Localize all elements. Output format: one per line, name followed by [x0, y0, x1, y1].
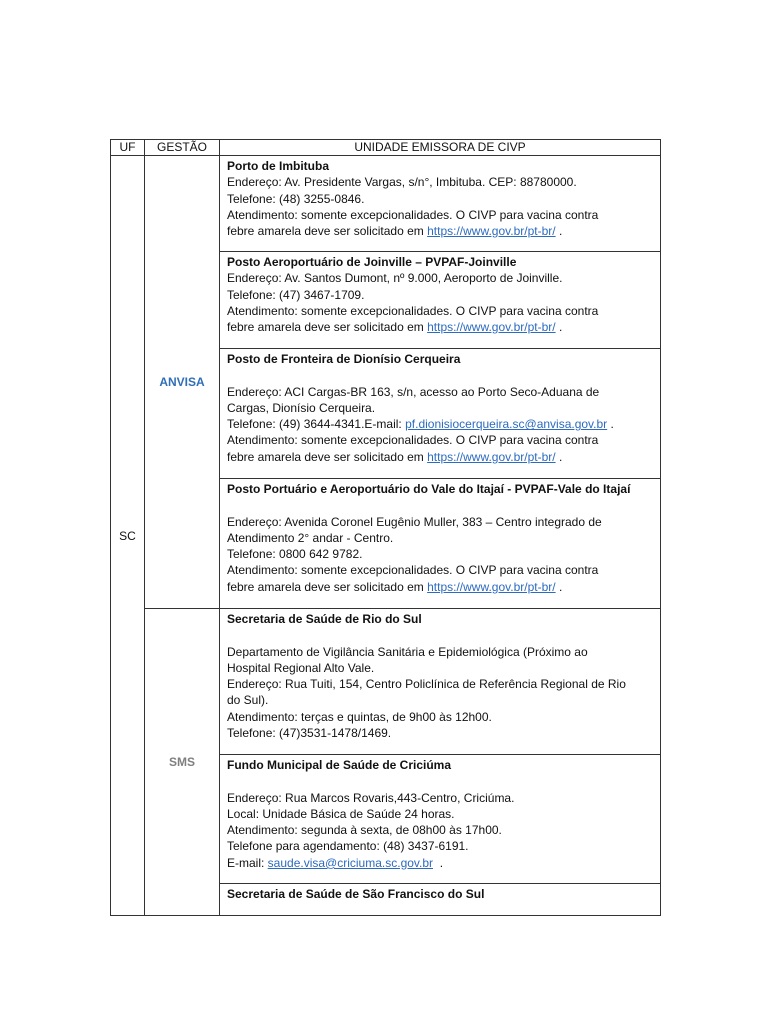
govbr-link[interactable]: https://www.gov.br/pt-br/ [427, 449, 556, 464]
civp-units-table [110, 139, 661, 916]
spacer [227, 367, 654, 383]
unit-line: Telefone: (47) 3467-1709. [227, 287, 365, 302]
unit-line: Atendimento: somente excepcionalidades. O CIVP para vacina contra [227, 563, 599, 578]
govbr-link[interactable]: https://www.gov.br/pt-br/ [427, 320, 556, 335]
govbr-link[interactable]: https://www.gov.br/pt-br/ [427, 224, 556, 239]
unit-line: Telefone: (47)3531-1478/1469. [227, 726, 392, 741]
phone-prefix: Telefone: (49) 3644-4341.E-mail: [227, 417, 406, 432]
unit-line [227, 579, 654, 595]
unit-line [227, 855, 654, 871]
unit-line: Endereço: Av. Presidente Vargas, s/n°, Imbituba. CEP: 88780000. [227, 175, 577, 190]
link-suffix: . [555, 579, 563, 594]
email-prefix: E-mail: [227, 855, 268, 870]
unit-title: Posto de Fronteira de Dionísio Cerqueira [227, 352, 461, 366]
unit-line [227, 319, 654, 335]
spacer [227, 773, 654, 789]
link-prefix: febre amarela deve ser solicitado em [227, 579, 428, 594]
unit-line: Hospital Regional Alto Vale. [227, 660, 375, 675]
unit-entry-vale-itajai [220, 479, 661, 609]
spacer [227, 627, 654, 643]
unit-entry-rio-do-sul [220, 609, 661, 755]
unit-entry-joinville [220, 252, 661, 349]
unit-line: Telefone: 0800 642 9782. [227, 547, 363, 562]
unit-title: Fundo Municipal de Saúde de Criciúma [227, 758, 452, 772]
link-suffix: . [555, 224, 563, 239]
unit-line: Atendimento: somente excepcionalidades. O CIVP para vacina contra [227, 433, 599, 448]
link-suffix: . [555, 320, 563, 335]
unit-line: Endereço: Rua Marcos Rovaris,443-Centro, Criciúma. [227, 790, 515, 805]
unit-line: Atendimento: somente excepcionalidades. O CIVP para vacina contra [227, 207, 599, 222]
unit-entry-imbituba [220, 156, 661, 252]
link-suffix: . [555, 449, 563, 464]
link-prefix: febre amarela deve ser solicitado em [227, 449, 428, 464]
unit-title: Secretaria de Saúde de São Francisco do Sul [227, 887, 485, 901]
header-gestao: GESTÃO [145, 140, 220, 156]
table-row [111, 156, 661, 252]
govbr-link[interactable]: https://www.gov.br/pt-br/ [427, 579, 556, 594]
unit-line: Atendimento: somente excepcionalidades. O CIVP para vacina contra [227, 303, 599, 318]
unit-line: Telefone: (48) 3255-0846. [227, 191, 365, 206]
unit-line: Telefone para agendamento: (48) 3437-6191. [227, 839, 469, 854]
unit-line: Endereço: ACI Cargas-BR 163, s/n, acesso ao Porto Seco-Aduana de [227, 384, 600, 399]
spacer [227, 497, 654, 513]
unit-line [227, 223, 654, 239]
unit-line: Cargas, Dionísio Cerqueira. [227, 400, 376, 415]
unit-title: Porto de Imbituba [227, 159, 329, 173]
unit-entry-criciuma [220, 755, 661, 884]
unit-line: Endereço: Rua Tuiti, 154, Centro Policlínica de Referência Regional de Rio [227, 677, 626, 692]
link-prefix: febre amarela deve ser solicitado em [227, 320, 428, 335]
unit-title: Posto Portuário e Aeroportuário do Vale do Itajaí - PVPAF-Vale do Itajaí [227, 482, 631, 496]
email-link[interactable]: pf.dionisiocerqueira.sc@anvisa.gov.br [405, 417, 608, 432]
unit-entry-dionisio-cerqueira [220, 349, 661, 479]
unit-line: do Sul). [227, 693, 269, 708]
unit-title: Posto Aeroportuário de Joinville – PVPAF-Joinville [227, 255, 517, 269]
table-header-row [111, 140, 661, 156]
unit-line: Atendimento 2° andar - Centro. [227, 530, 394, 545]
email-suffix: . [433, 855, 444, 870]
uf-cell: SC [111, 156, 145, 916]
gestao-sms: SMS [145, 609, 220, 916]
unit-line: Atendimento: segunda à sexta, de 08h00 às 17h00. [227, 823, 502, 838]
unit-line [227, 416, 654, 432]
unit-entry-sao-francisco-do-sul [220, 884, 661, 916]
unit-title: Secretaria de Saúde de Rio do Sul [227, 612, 422, 626]
header-unidade: UNIDADE EMISSORA DE CIVP [220, 140, 661, 156]
phone-suffix: . [607, 417, 614, 432]
email-link[interactable]: saude.visa@criciuma.sc.gov.br [267, 855, 434, 870]
link-prefix: febre amarela deve ser solicitado em [227, 224, 428, 239]
unit-line [227, 449, 654, 465]
unit-line: Departamento de Vigilância Sanitária e Epidemiológica (Próximo ao [227, 644, 588, 659]
unit-line: Endereço: Av. Santos Dumont, nº 9.000, Aeroporto de Joinville. [227, 271, 563, 286]
table-row [111, 609, 661, 755]
unit-line: Atendimento: terças e quintas, de 9h00 às 12h00. [227, 709, 492, 724]
header-uf: UF [111, 140, 145, 156]
gestao-anvisa: ANVISA [145, 156, 220, 609]
unit-line: Endereço: Avenida Coronel Eugênio Muller, 383 – Centro integrado de [227, 514, 602, 529]
unit-line: Local: Unidade Básica de Saúde 24 horas. [227, 806, 455, 821]
